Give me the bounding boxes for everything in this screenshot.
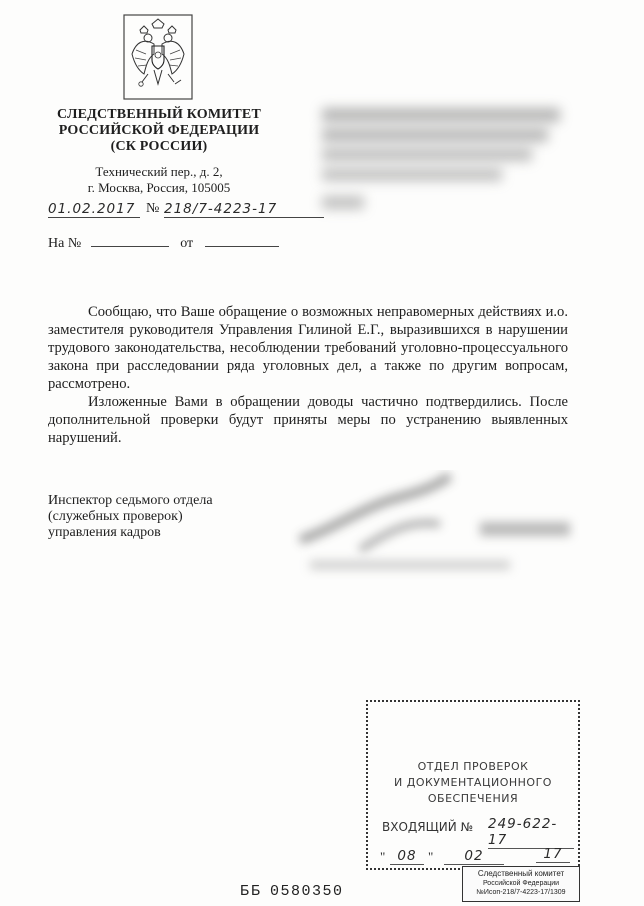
- signatory-line-1: Инспектор седьмого отдела: [48, 493, 213, 508]
- outgoing-date: 01.02.2017: [48, 201, 140, 218]
- redacted-recipient-line: [322, 168, 502, 181]
- incoming-label: ВХОДЯЩИЙ №: [382, 820, 473, 834]
- redacted-recipient-line: [322, 128, 548, 142]
- body-paragraph-1: Сообщаю, что Ваше обращение о возможных неправомерных действиях и.о. заместителя руководителя Управления Гилиной Е.Г., выразившихся в нарушении трудового законодательства, несоблюдении требований уголовно-процессуального закона при расследовании ряда уголовных дел, а также по другим вопросам, рассмотрено.: [48, 304, 568, 392]
- redacted-recipient-line: [322, 196, 364, 209]
- letter-body: [48, 303, 568, 447]
- organization-name: [40, 107, 278, 155]
- serial-number: 0580350: [270, 883, 344, 900]
- russian-eagle-emblem-icon: [118, 14, 198, 100]
- org-line-2: РОССИЙСКОЙ ФЕДЕРАЦИИ: [58, 123, 260, 138]
- incoming-number: 249-622-17: [488, 816, 574, 849]
- form-serial-number: [240, 883, 344, 900]
- org-line-1: СЛЕДСТВЕННЫЙ КОМИТЕТ: [56, 107, 261, 122]
- quote-mark-icon: ": [380, 849, 386, 864]
- address-line-2: г. Москва, Россия, 105005: [87, 180, 231, 195]
- outgoing-registration-line: [46, 201, 346, 223]
- reply-reference-line: [48, 234, 279, 252]
- incoming-month: 02: [444, 848, 504, 865]
- signatory-line-2: (служебных проверок): [48, 509, 183, 524]
- redacted-recipient-line: [322, 148, 532, 161]
- redacted-signature: [290, 470, 580, 580]
- stamp-line-3: ОБЕСПЕЧЕНИЯ: [427, 792, 519, 805]
- serial-prefix: ББ: [240, 883, 263, 900]
- registration-sticker: [462, 866, 580, 902]
- stamp-line-1: ОТДЕЛ ПРОВЕРОК: [417, 760, 529, 773]
- quote-mark-icon: ": [428, 849, 434, 864]
- reply-to-label: На №: [48, 236, 82, 251]
- incoming-year: 17: [536, 846, 570, 863]
- incoming-registration-stamp: [366, 700, 580, 870]
- organization-address: [40, 164, 278, 196]
- incoming-day: 08: [390, 848, 424, 865]
- reply-from-label: от: [180, 236, 194, 251]
- sticker-line-3: №Исоп-218/7-4223-17/1309: [476, 889, 566, 896]
- signatory-line-3: управления кадров: [48, 525, 161, 540]
- address-line-1: Технический пер., д. 2,: [95, 164, 223, 179]
- number-sign: №: [146, 201, 160, 216]
- reply-number-blank: [91, 234, 169, 247]
- stamp-line-2: И ДОКУМЕНТАЦИОННОГО: [394, 776, 552, 789]
- org-line-3: (СК РОССИИ): [110, 139, 208, 154]
- signatory-title: [48, 493, 213, 541]
- body-paragraph-2: Изложенные Вами в обращении доводы частично подтвердились. После дополнительной проверки будут приняты меры по устранению выявленных нарушений.: [48, 394, 568, 446]
- redacted-recipient-line: [322, 108, 560, 122]
- outgoing-number: 218/7-4223-17: [164, 201, 324, 218]
- sticker-line-1: Следственный комитет: [477, 869, 565, 878]
- reply-date-blank: [205, 234, 279, 247]
- sticker-line-2: Российской Федерации: [482, 880, 560, 887]
